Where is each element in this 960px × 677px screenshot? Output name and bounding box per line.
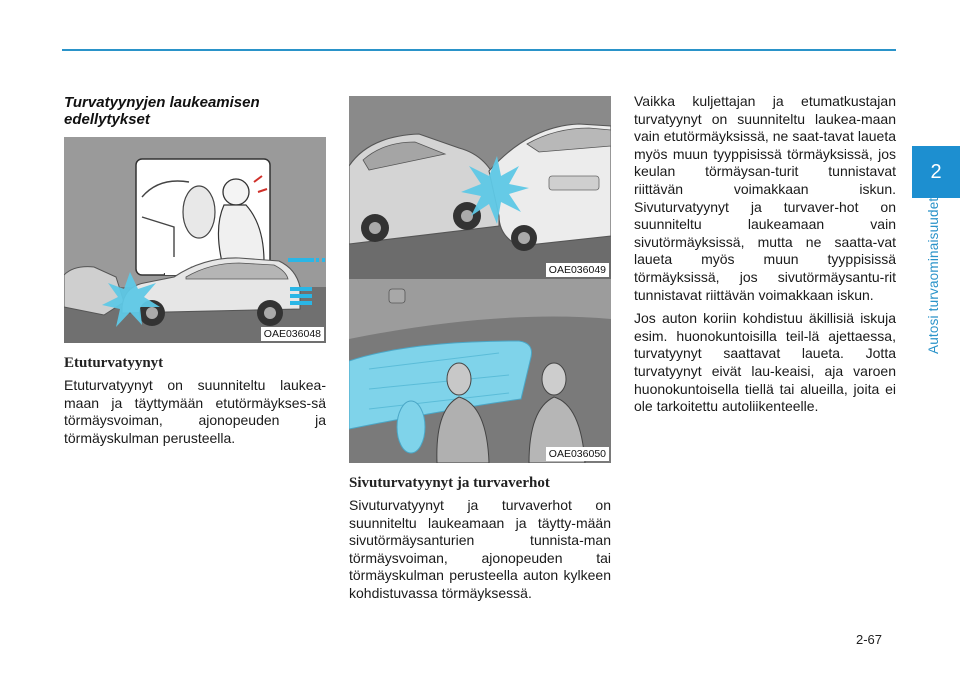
header-rule: [62, 49, 896, 51]
column-1: [64, 94, 326, 447]
front-airbags-text: Etuturvatyynyt on suunniteltu laukea-maan ja täyttymään etutörmäykses-sä törmäysvoiman, ajonopeuden ja törmäyskulman perusteella.: [64, 377, 326, 446]
side-collision-illustration: [349, 96, 611, 279]
figure-label: OAE036048: [261, 327, 324, 341]
front-collision-figure: [64, 137, 326, 343]
chapter-title-text: Autosi turvaominaisuudet: [926, 197, 941, 354]
front-airbags-heading: Etuturvatyynyt: [64, 355, 164, 371]
page-number: 2-67: [856, 632, 883, 647]
column-3: [634, 93, 896, 416]
rough-road-paragraph: Jos auton koriin kohdistuu äkillisiä iskuja esim. huonokuntoisilla teil-lä ajettaessa, turvatyynyt saattavat laueta. Jotta turvatyynyt eivät lau-keaisi, aja varoen huonokuntoisella tiellä tai alueilla, joita ei ole tarkoitettu autoliikenteelle.: [634, 310, 896, 415]
deployment-note-paragraph: Vaikka kuljettajan ja etumatkustajan turvatyynyt on suunniteltu laukea-maan vain etutörmäyksissä, ne saat-tavat laueta myös muun tyyppisissä törmäyksissä, jos keulan törmäysan-turit tunnistavat riittävän voimakkaan iskun. Sivuturvatyynyt ja turvaver-hot on suunniteltu laukeamaan vain sivutörmäyksissä, mutta ne saatta-vat laueta myös muun tyyppisissä törmäyksissä, jos sivutörmäysantu-rit tunnistavat riittävän voimakkaan iskun.: [634, 93, 896, 303]
curtain-airbag-illustration: [349, 279, 611, 463]
chapter-number-tab[interactable]: 2: [912, 146, 960, 198]
side-airbags-heading: Sivuturvatyynyt ja turvaverhot: [349, 475, 550, 491]
curtain-airbag-figure: [349, 279, 611, 463]
front-collision-illustration: [64, 137, 326, 343]
column-2: [349, 96, 611, 603]
chapter-title: [924, 196, 946, 356]
section-heading: Turvatyynyjen laukeamisen edellytykset: [64, 94, 260, 128]
side-airbags-text: Sivuturvatyynyt ja turvaverhot on suunniteltu laukeamaan ja täytty-mään sivutörmäysanturien tunnista-man törmäysvoiman, ajonopeuden tai törmäyskulman perusteella auton kylkeen kohdistuvassa törmäyksessä.: [349, 497, 611, 601]
side-collision-figure: [349, 96, 611, 279]
figure-label: OAE036049: [546, 263, 609, 277]
figure-label: OAE036050: [546, 447, 609, 461]
